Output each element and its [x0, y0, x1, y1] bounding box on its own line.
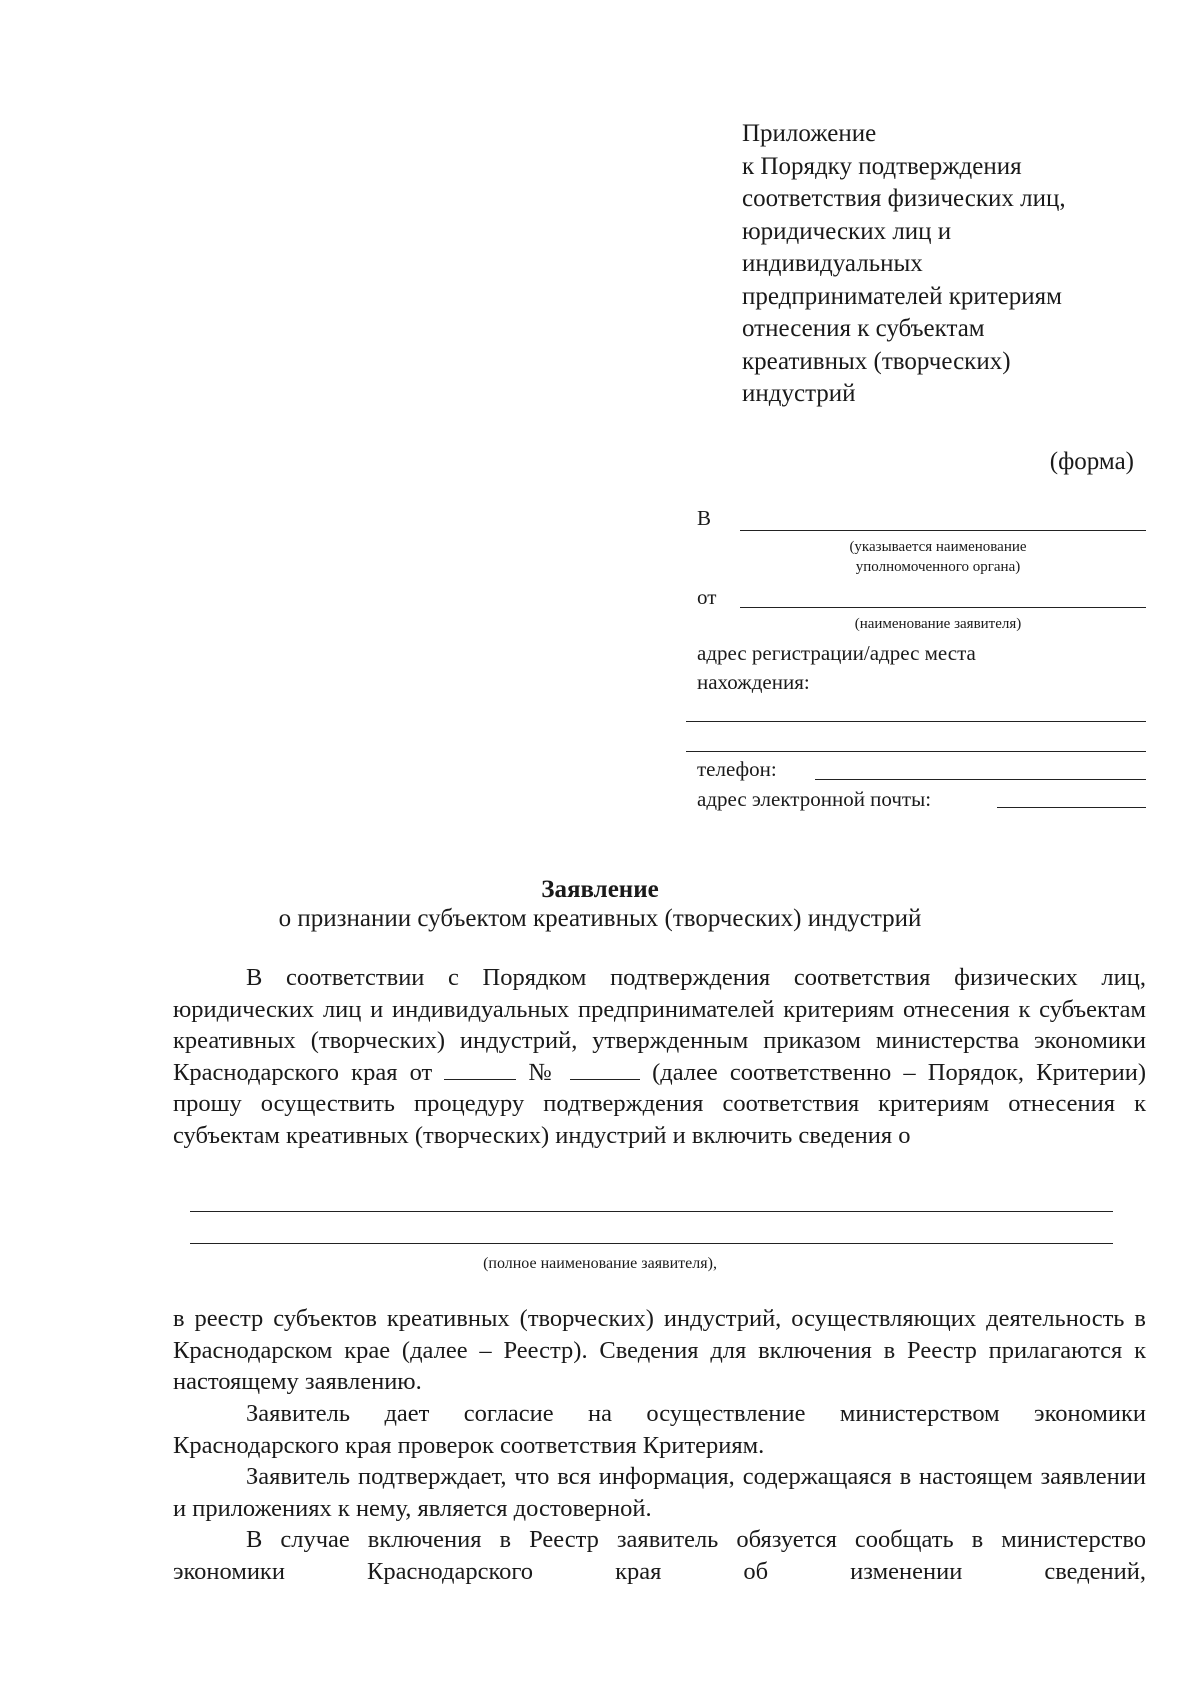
paragraph-5: В случае включения в Реестр заявитель обязуется сообщать в министерство экономики Краснодарского края об изменении сведений, [173, 1526, 1146, 1585]
address-label-cont: нахождения: [697, 670, 810, 694]
paragraph-1-text-cont: (далее соответственно – Порядок, Критерии) прошу осуществить процедуру подтверждения соответствия критериям отнесения к субъектам креативных (творческих) индустрий и включить сведения о [173, 1058, 1147, 1149]
appendix-line: к Порядку подтверждения [742, 152, 1022, 180]
appendix-line: креативных (творческих) [742, 347, 1011, 375]
phone-field-line[interactable] [815, 779, 1146, 780]
to-field-line[interactable] [740, 530, 1146, 531]
to-caption-line: (указывается наименование [849, 539, 1027, 555]
to-caption [768, 537, 1108, 577]
applicant-name-line-2[interactable] [190, 1243, 1113, 1244]
appendix-reference [742, 118, 1142, 411]
from-label: от [697, 585, 717, 609]
to-label: В [697, 506, 712, 530]
document-title: Заявление [541, 876, 659, 903]
appendix-line: юридических лиц и [742, 217, 952, 245]
paragraph-2: в реестр субъектов креативных (творческих) индустрий, осуществляющих деятельность в Краснодарском крае (далее – Реестр). Сведения для включения в Реестр прилагаются к настоящему заявлению. [173, 1305, 1146, 1395]
form-label: (форма) [1049, 448, 1134, 475]
paragraph-4: Заявитель подтверждает, что вся информация, содержащаяся в настоящем заявлении и приложениях к нему, является достоверной. [173, 1463, 1146, 1522]
paragraph-1-text: В соответствии с Порядком подтверждения соответствия физических лиц, юридических лиц и индивидуальных предпринимателей критериям отнесения к субъектам креативных (творческих) индустрий, утвержденным приказом министерства экономики Краснодарского края от [173, 964, 1146, 1086]
appendix-line: отнесения к субъектам [742, 315, 985, 342]
paragraph-3: Заявитель дает согласие на осуществление министерством экономики Краснодарского края проверок соответствия Критериям. [173, 1400, 1146, 1459]
appendix-line: индустрий [742, 380, 856, 407]
appendix-line: соответствия физических лиц, [742, 185, 1066, 212]
order-date-blank[interactable] [444, 1059, 516, 1080]
applicant-name-line-1[interactable] [190, 1211, 1113, 1212]
from-caption: (наименование заявителя) [854, 616, 1022, 632]
appendix-line: предпринимателей критериям [742, 282, 1062, 310]
email-field-line[interactable] [997, 807, 1146, 808]
email-label: адрес электронной почты: [697, 787, 932, 811]
paragraph-1 [173, 962, 1146, 1151]
appendix-line: индивидуальных [742, 250, 923, 277]
appendix-line: Приложение [742, 120, 877, 147]
address-label: адрес регистрации/адрес места [697, 641, 976, 665]
number-sign: № [528, 1058, 558, 1086]
address-field-line-2[interactable] [686, 751, 1146, 752]
order-number-blank[interactable] [570, 1059, 640, 1080]
from-field-line[interactable] [740, 607, 1146, 608]
document-subtitle: о признании субъектом креативных (творческих) индустрий [278, 905, 922, 932]
phone-label: телефон: [697, 757, 777, 781]
applicant-caption: (полное наименование заявителя), [483, 1255, 717, 1272]
address-field-line-1[interactable] [686, 721, 1146, 722]
to-caption-line: уполномоченного органа) [855, 559, 1021, 575]
